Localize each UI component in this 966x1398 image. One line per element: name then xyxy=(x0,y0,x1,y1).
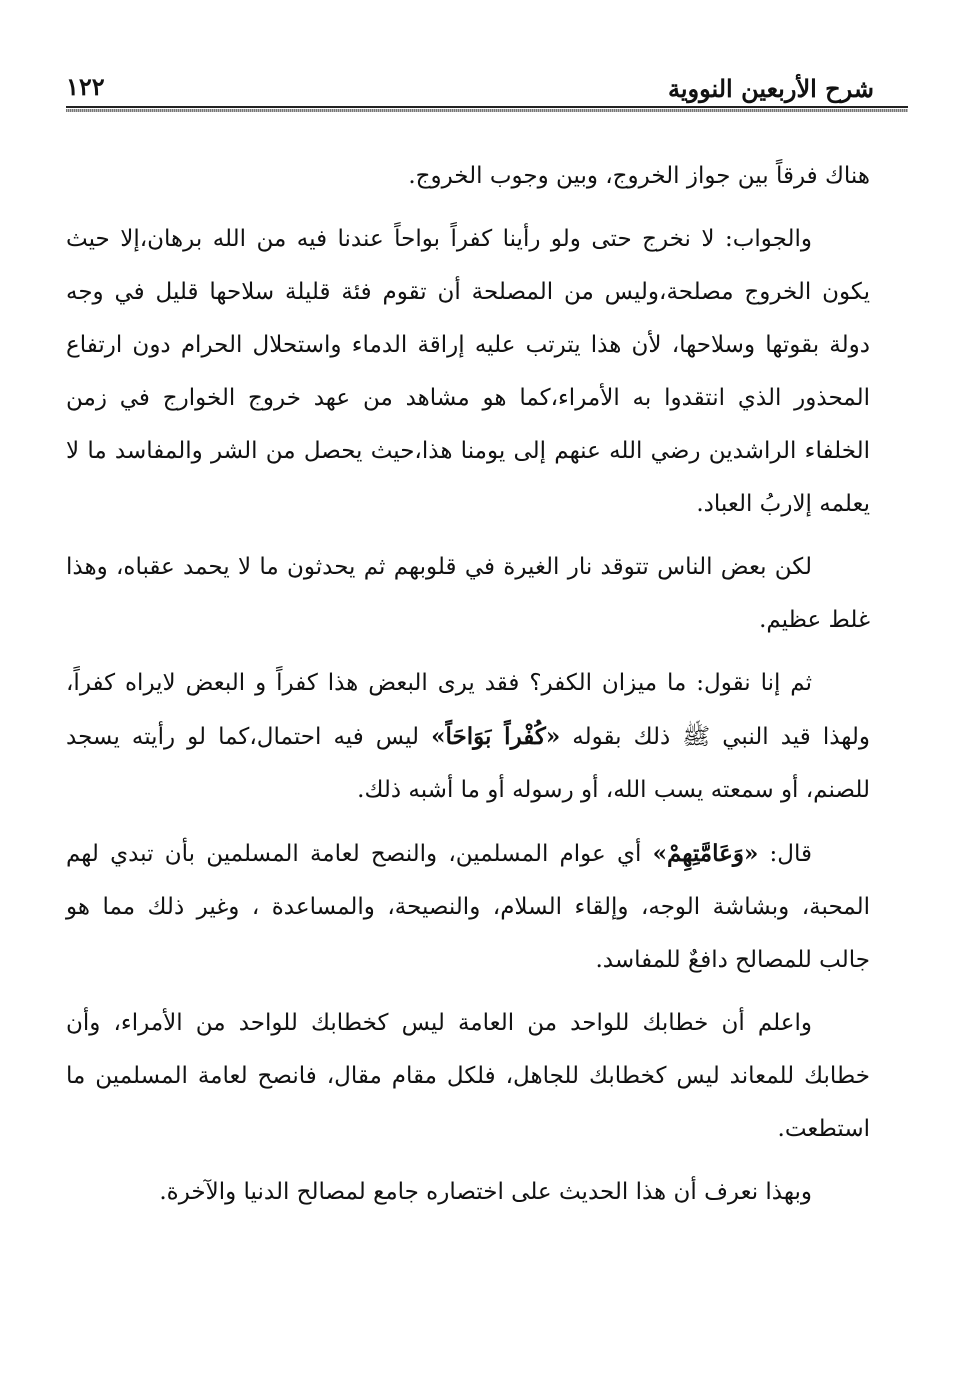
paragraph-2: والجواب: لا نخرج حتى ولو رأينا كفراً بواحاً عندنا فيه من الله برهان،إلا حيث يكون الخروج مصلحة،وليس من المصلحة أن تقوم فئة قليلة سلاحها قليل في وجه دولة بقوتها وسلاحها، لأن هذا يترتب عليه إراقة الدماء واستحلال الحرام دون ارتفاع المحذور الذي انتقدوا به الأمراء،كما هو مشاهد من عهد خروج الخوارج في زمن الخلفاء الراشدين رضي الله عنهم إلى يومنا هذا،حيث يحصل من الشر والمفاسد ما لا يعلمه إلاربُ العباد. xyxy=(66,226,870,517)
paragraph-5-text-after: أي عوام المسلمين، والنصح لعامة المسلمين بأن تبدي لهم المحبة، وبشاشة الوجه، وإلقاء السلام، والنصيحة، والمساعدة ، وغير ذلك مما هو جالب للمصالح دافعٌ للمفاسد. xyxy=(66,841,870,973)
body-text xyxy=(66,150,870,1229)
paragraph-6: واعلم أن خطابك للواحد من العامة ليس كخطابك للواحد من الأمراء، وأن خطابك للمعاند ليس كخطابك للجاهل، فلكل مقام مقال، فانصح لعامة المسلمين ما استطعت. xyxy=(66,1010,870,1142)
hadith-quote-kufran-bawahan: «كُفْراً بَوَاحَاً» xyxy=(431,723,561,750)
header-rule xyxy=(66,106,908,113)
paragraph-4-text-before: ثم إنا نقول: ما ميزان الكفر؟ فقد يرى البعض هذا كفراً و البعض لايراه كفراً، ولهذا قيد النبي ﷺ ذلك بقوله xyxy=(66,670,870,750)
paragraph-1: هناك فرقاً بين جواز الخروج، وبين وجوب الخروج. xyxy=(408,163,870,189)
paragraph-4 xyxy=(66,657,870,817)
paragraph-5 xyxy=(66,827,870,987)
running-title: شرح الأربعين النووية xyxy=(667,74,874,103)
paragraph-4-text-after: ليس فيه احتمال،كما لو رأيته يسجد للصنم، أو سمعته يسب الله، أو رسوله أو ما أشبه ذلك. xyxy=(66,724,870,803)
paragraph-7: وبهذا نعرف أن هذا الحديث على اختصاره جامع لمصالح الدنيا والآخرة. xyxy=(159,1179,812,1205)
page-number: ١٢٢ xyxy=(66,72,105,101)
running-header xyxy=(66,70,874,110)
paragraph-3: لكن بعض الناس تتوقد نار الغيرة في قلوبهم ثم يحدثون ما لا يحمد عقباه، وهذا غلط عظيم. xyxy=(66,554,870,633)
paragraph-5-text-before: قال: xyxy=(758,841,812,867)
hadith-quote-wa-ammatihim: «وَعَامَّتِهِمْ» xyxy=(652,840,759,867)
